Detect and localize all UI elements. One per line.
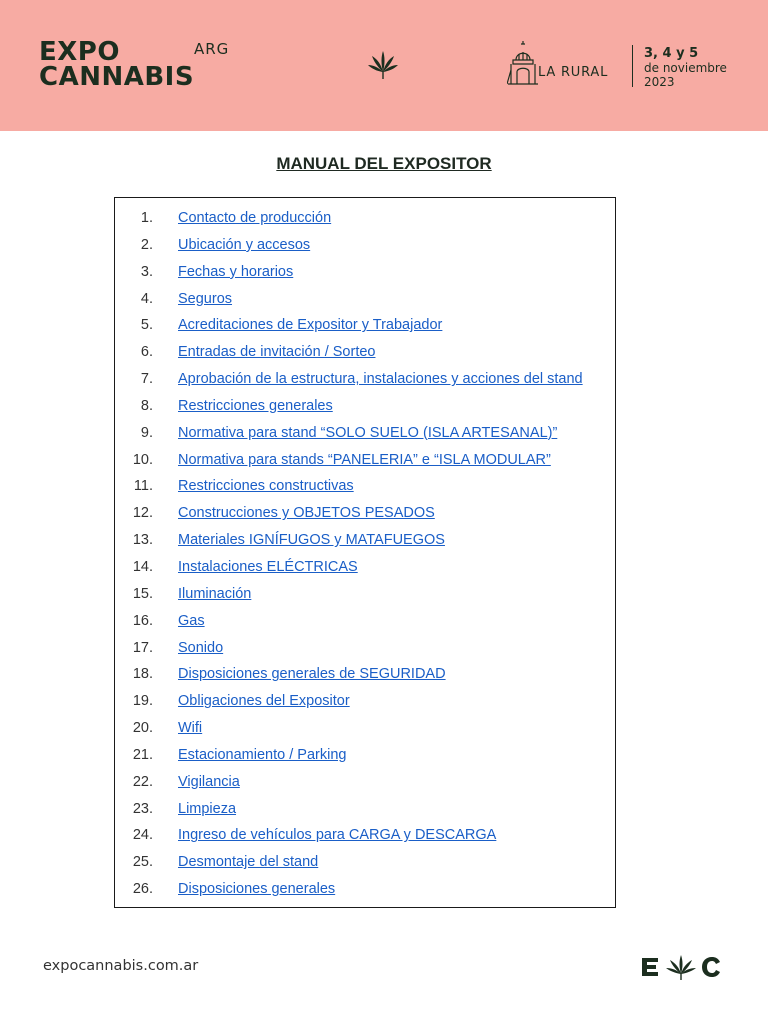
toc-item — [115, 745, 615, 772]
toc-item-number: 17. — [132, 639, 153, 656]
toc-item — [115, 476, 615, 503]
cannabis-leaf-icon — [366, 50, 400, 80]
toc-item-link[interactable]: Materiales IGNÍFUGOS y MATAFUEGOS — [178, 532, 445, 549]
toc-item-link[interactable]: Obligaciones del Expositor — [178, 693, 350, 710]
toc-item-link[interactable]: Acreditaciones de Expositor y Trabajador — [178, 317, 443, 334]
toc-item — [115, 799, 615, 826]
dates-days: 3, 4 y 5 — [644, 46, 699, 61]
toc-item-link[interactable]: Aprobación de la estructura, instalaciones y acciones del stand — [178, 371, 583, 388]
toc-item — [115, 315, 615, 342]
toc-item-number: 23. — [132, 800, 153, 817]
toc-item — [115, 262, 615, 289]
dates-year: 2023 — [644, 75, 675, 89]
toc-item-number: 6. — [140, 344, 153, 361]
toc-item — [115, 879, 615, 906]
toc-item — [115, 611, 615, 638]
toc-item — [115, 557, 615, 584]
event-dates — [644, 47, 727, 89]
toc-list — [115, 208, 615, 906]
page-title: MANUAL DEL EXPOSITOR — [276, 154, 492, 173]
toc-item-number: 15. — [132, 585, 153, 602]
toc-item-link[interactable]: Restricciones generales — [178, 397, 333, 414]
toc-item-number: 3. — [140, 263, 153, 280]
toc-item-link[interactable]: Normativa para stand “SOLO SUELO (ISLA ARTESANAL)” — [178, 424, 558, 441]
toc-item-link[interactable]: Wifi — [178, 720, 203, 737]
toc-item-number: 12. — [132, 505, 153, 522]
logo-country: ARG — [194, 40, 230, 58]
toc-item-link[interactable]: Restricciones constructivas — [178, 478, 354, 495]
toc-item — [115, 289, 615, 316]
toc-item-number: 21. — [132, 746, 153, 763]
toc-item-link[interactable]: Normativa para stands “PANELERIA” e “ISLA MODULAR” — [178, 451, 551, 468]
toc-item-link[interactable]: Iluminación — [178, 585, 252, 602]
toc-item-number: 25. — [132, 854, 153, 871]
toc-item-number: 8. — [140, 397, 153, 414]
logo-line-1: EXPO — [39, 37, 120, 67]
toc-item-number: 18. — [132, 666, 153, 683]
toc-item-number: 10. — [132, 451, 153, 468]
toc-item — [115, 235, 615, 262]
header-divider — [632, 45, 633, 87]
toc-item-number: 20. — [132, 720, 153, 737]
toc-item — [115, 584, 615, 611]
logo-line-2: CANNABIS — [39, 62, 195, 92]
toc-item-number: 22. — [132, 773, 153, 790]
page-header — [0, 0, 768, 131]
toc-item — [115, 530, 615, 557]
toc-item — [115, 208, 615, 235]
toc-item-link[interactable]: Fechas y horarios — [178, 263, 294, 280]
toc-item-number: 4. — [140, 290, 153, 307]
toc-item-number: 9. — [140, 424, 153, 441]
toc-item-link[interactable]: Limpieza — [178, 800, 237, 817]
toc-item — [115, 450, 615, 477]
toc-item-number: 26. — [132, 881, 153, 898]
dates-month: de noviembre — [644, 61, 727, 75]
toc-item-link[interactable]: Ingreso de vehículos para CARGA y DESCARGA — [178, 827, 497, 844]
toc-item-number: 5. — [140, 317, 153, 334]
toc-item-link[interactable]: Disposiciones generales — [178, 881, 336, 898]
toc-item-number: 11. — [133, 478, 153, 495]
expo-cannabis-logo — [39, 37, 230, 92]
ec-logo-icon — [641, 953, 721, 981]
toc-item-link[interactable]: Entradas de invitación / Sorteo — [178, 344, 376, 361]
toc-item — [115, 664, 615, 691]
toc-item-link[interactable]: Seguros — [178, 290, 233, 307]
toc-item — [115, 718, 615, 745]
toc-item-link[interactable]: Desmontaje del stand — [178, 854, 319, 871]
toc-item — [115, 852, 615, 879]
toc-item-link[interactable]: Estacionamiento / Parking — [178, 746, 347, 763]
toc-item-number: 7. — [140, 371, 153, 388]
toc-item — [115, 772, 615, 799]
toc-item — [115, 825, 615, 852]
toc-item — [115, 342, 615, 369]
toc-item-link[interactable]: Gas — [178, 612, 205, 629]
table-of-contents — [114, 197, 616, 908]
toc-item — [115, 691, 615, 718]
toc-item-number: 19. — [132, 693, 153, 710]
toc-item — [115, 638, 615, 665]
toc-item-link[interactable]: Contacto de producción — [178, 210, 332, 226]
toc-item-number: 14. — [132, 558, 153, 575]
toc-item-link[interactable]: Instalaciones ELÉCTRICAS — [178, 558, 358, 575]
toc-item-link[interactable]: Sonido — [178, 639, 224, 656]
toc-item-number: 16. — [132, 612, 153, 629]
toc-item-link[interactable]: Vigilancia — [178, 773, 240, 790]
toc-item-number: 13. — [132, 532, 153, 549]
toc-item-link[interactable]: Ubicación y accesos — [178, 236, 311, 253]
toc-item-link[interactable]: Construcciones y OBJETOS PESADOS — [178, 505, 435, 522]
toc-item-number: 24. — [132, 827, 153, 844]
toc-item-number: 2. — [140, 236, 153, 253]
toc-item — [115, 503, 615, 530]
toc-item — [115, 423, 615, 450]
toc-item-number: 1. — [140, 210, 153, 226]
toc-item — [115, 369, 615, 396]
footer-url[interactable]: expocannabis.com.ar — [43, 958, 199, 974]
venue-name: LA RURAL — [538, 65, 609, 80]
toc-item — [115, 396, 615, 423]
toc-item-link[interactable]: Disposiciones generales de SEGURIDAD — [178, 666, 446, 683]
